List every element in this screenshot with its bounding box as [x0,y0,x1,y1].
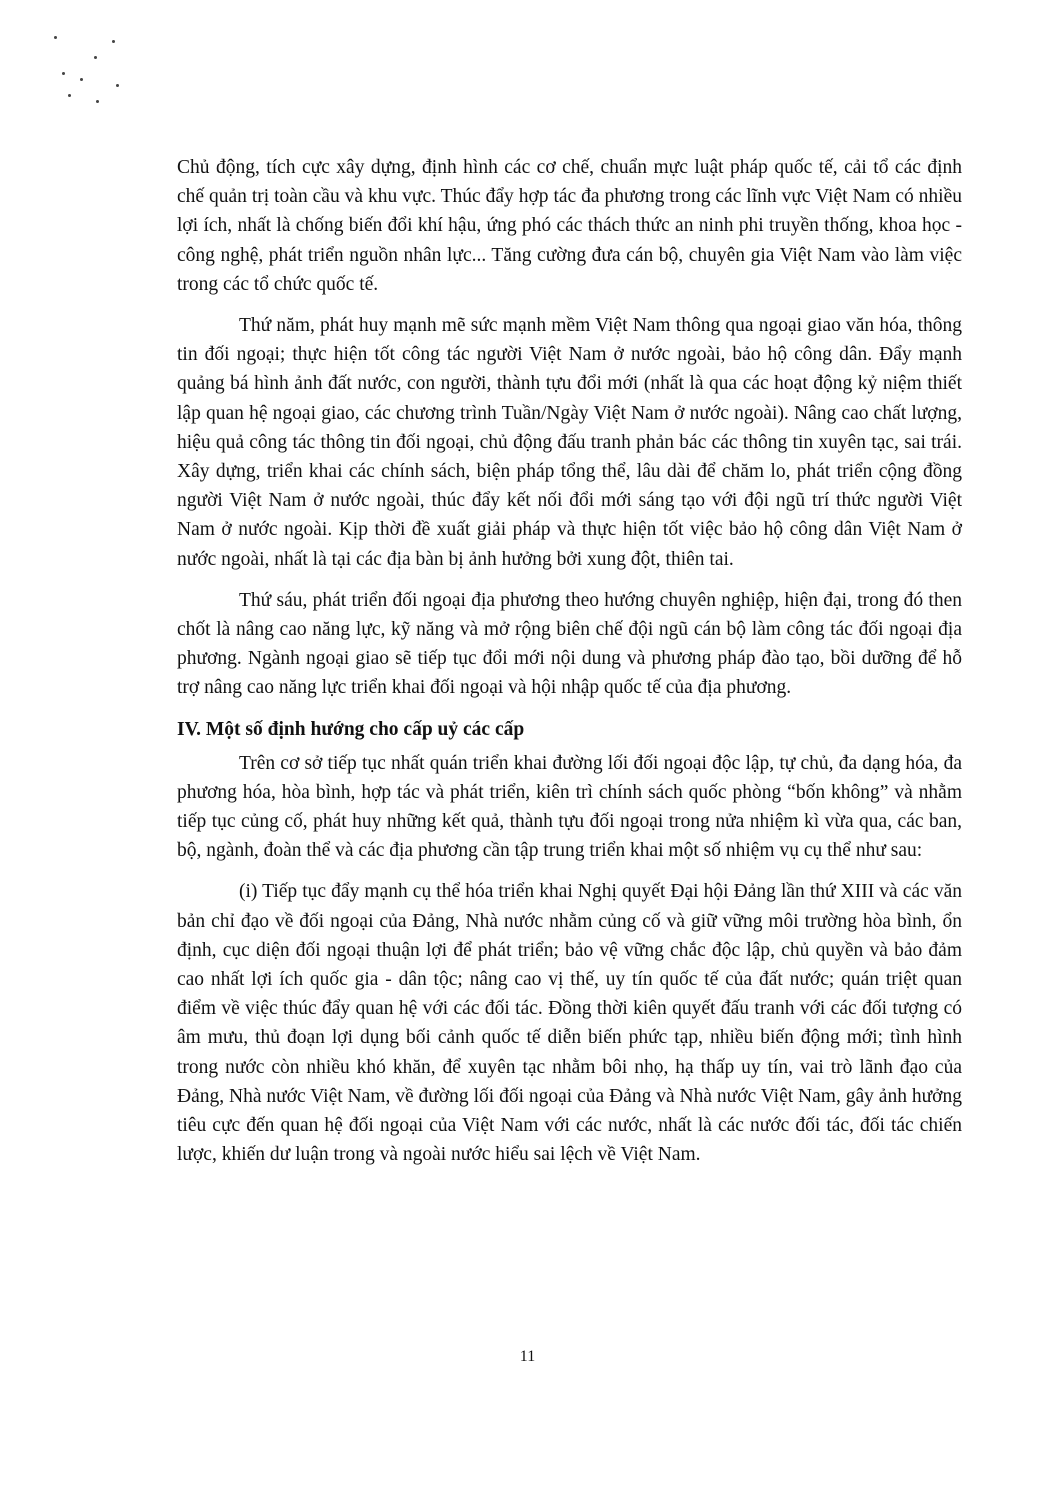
page-number: 11 [519,1348,536,1365]
paragraph-multilateral-cooperation: Chủ động, tích cực xây dựng, định hình các cơ chế, chuẩn mực luật pháp quốc tế, cải tổ các định chế quản trị toàn cầu và khu vực. Thúc đẩy hợp tác đa phương trong các lĩnh vực Việt Nam có nhiều lợi ích, nhất là chống biến đổi khí hậu, ứng phó các thách thức an ninh phi truyền thống, khoa học - công nghệ, phát triển nguồn nhân lực... Tăng cường đưa cán bộ, chuyên gia Việt Nam vào làm việc trong các tổ chức quốc tế. [177,157,962,295]
scan-specks [50,30,140,120]
scan-speck [112,40,115,43]
paragraph-soft-power: Thứ năm, phát huy mạnh mẽ sức mạnh mềm Việt Nam thông qua ngoại giao văn hóa, thông tin đối ngoại; thực hiện tốt công tác người Việt Nam ở nước ngoài, bảo hộ công dân. Đẩy mạnh quảng bá hình ảnh đất nước, con người, thành tựu đổi mới (nhất là qua các hoạt động kỷ niệm thiết lập quan hệ ngoại giao, các chương trình Tuần/Ngày Việt Nam ở nước ngoài). Nâng cao chất lượng, hiệu quả công tác thông tin đối ngoại, chủ động đấu tranh phản bác các thông tin xuyên tạc, sai trái. Xây dựng, triển khai các chính sách, biện pháp tổng thể, lâu dài để chăm lo, phát triển cộng đồng người Việt Nam ở nước ngoài, thúc đẩy kết nối đổi mới sáng tạo với đội ngũ trí thức người Việt Nam ở nước ngoài. Kịp thời đề xuất giải pháp và thực hiện tốt việc bảo hộ công dân Việt Nam ở nước ngoài, nhất là tại các địa bàn bị ảnh hưởng bởi xung đột, thiên tai. [177,315,962,570]
paragraph-local-diplomacy: Thứ sáu, phát triển đối ngoại địa phương theo hướng chuyên nghiệp, hiện đại, trong đó then chốt là nâng cao năng lực, kỹ năng và mở rộng biên chế đội ngũ cán bộ làm công tác đối ngoại địa phương. Ngành ngoại giao sẽ tiếp tục đổi mới nội dung và phương pháp đào tạo, bồi dưỡng để hỗ trợ nâng cao năng lực triển khai đối ngoại và hội nhập quốc tế của địa phương. [177,589,962,699]
scan-speck [96,100,99,103]
scan-speck [68,94,71,97]
section-heading: IV. Một số định hướng cho cấp uỷ các cấp [177,718,525,740]
scan-speck [116,84,119,87]
paragraph-task-1: (i) Tiếp tục đẩy mạnh cụ thể hóa triển khai Nghị quyết Đại hội Đảng lần thứ XIII và các văn bản chỉ đạo về đối ngoại của Đảng, Nhà nước nhằm củng cố và giữ vững môi trường hòa bình, ổn định, cục diện đối ngoại thuận lợi để phát triển; bảo vệ vững chắc độc lập, chủ quyền và bảo đảm cao nhất lợi ích quốc gia - dân tộc; nâng cao vị thế, uy tín quốc tế của đất nước; quán triệt quan điểm về việc thúc đẩy quan hệ với các đối tác. Đồng thời kiên quyết đấu tranh với các đối tượng có âm mưu, thủ đoạn lợi dụng bối cảnh quốc tế diễn biến phức tạp, nhiều biến động mới; tình hình trong nước còn nhiều khó khăn, để xuyên tạc nhằm bôi nhọ, hạ thấp uy tín, vai trò lãnh đạo của Đảng, Nhà nước Việt Nam, về đường lối đối ngoại của Đảng và Nhà nước Việt Nam, gây ảnh hưởng tiêu cực đến quan hệ đối ngoại của Việt Nam với các nước, nhất là các nước đối tác, đối tác chiến lược, khiến dư luận trong và ngoài nước hiểu sai lệch về Việt Nam. [177,881,962,1166]
paragraph-section-intro: Trên cơ sở tiếp tục nhất quán triển khai đường lối đối ngoại độc lập, tự chủ, đa dạng hóa, đa phương hóa, hòa bình, hợp tác và phát triển, kiên trì chính sách quốc phòng “bốn không” và nhằm tiếp tục củng cố, phát huy những kết quả, thành tựu đối ngoại trong nửa nhiệm kì vừa qua, các ban, bộ, ngành, đoàn thể và các địa phương cần tập trung triển khai một số nhiệm vụ cụ thể như sau: [177,752,962,862]
scan-speck [80,78,83,81]
scan-speck [62,72,65,75]
document-body [177,153,962,1182]
scan-speck [94,56,97,59]
scan-speck [54,36,57,39]
